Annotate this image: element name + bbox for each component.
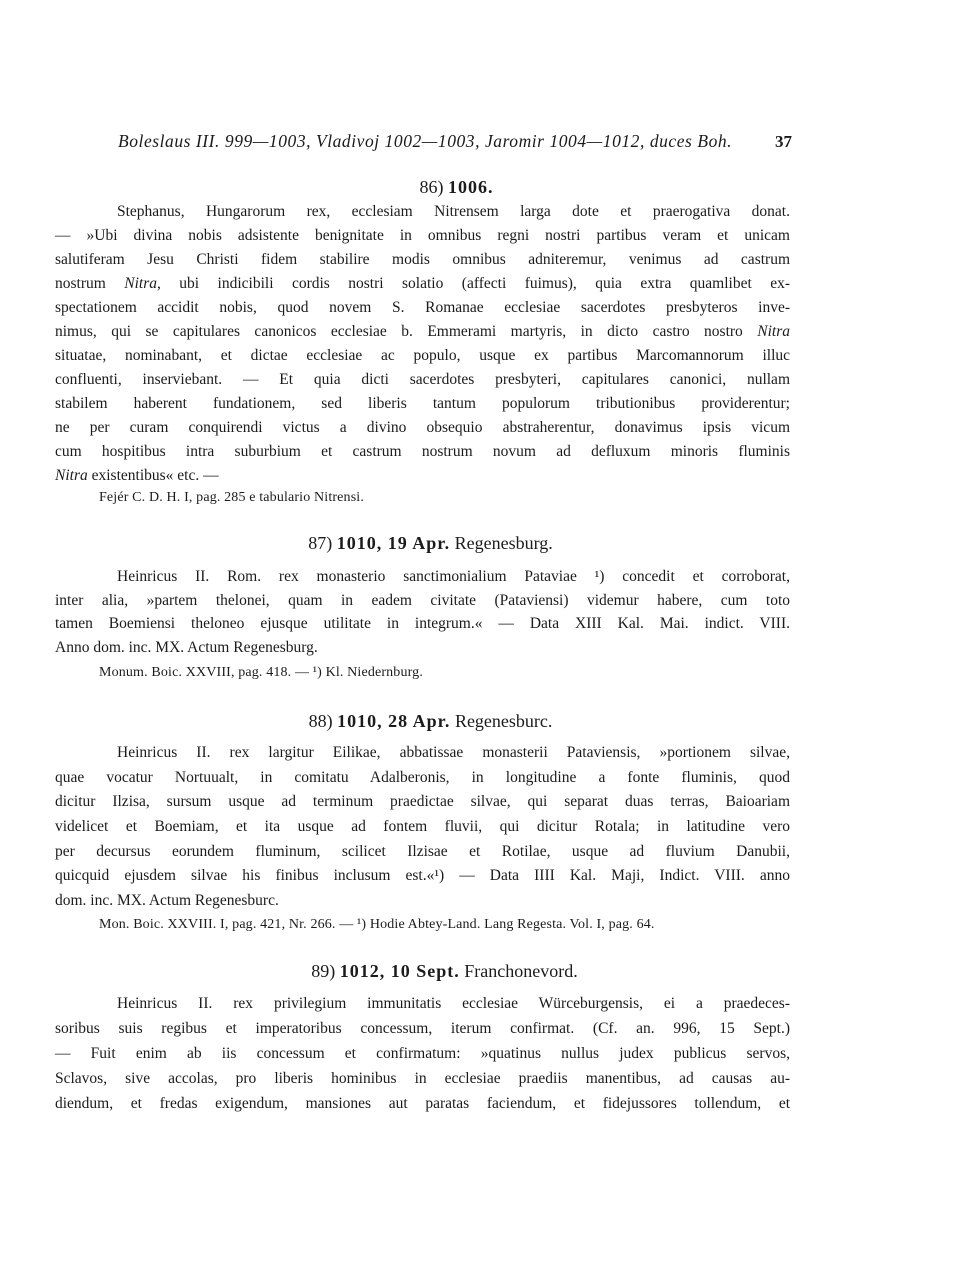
text-segment: nimus, qui se capitulares canonicos ecclesiae b. Emmerami martyris, in dicto castro nostro	[55, 323, 758, 340]
text-line: quicquid ejusdem silvae his finibus inclusum est.«¹) — Data IIII Kal. Maji, Indict. VIII. anno	[55, 867, 790, 885]
running-header-title: Boleslaus III. 999—1003, Vladivoj 1002—1003, Jaromir 1004—1012, duces Boh.	[118, 131, 733, 151]
italic-segment: Nitra	[55, 467, 88, 484]
charter-entry	[55, 709, 790, 935]
italic-segment: Nitra	[757, 323, 790, 340]
entry-number: 86)	[419, 177, 444, 197]
source-citation: Fejér C. D. H. I, pag. 285 e tabulario Nitrensi.	[99, 490, 364, 505]
text-line: — »Ubi divina nobis adsistente benignitate in omnibus regni nostri partibus veram et unicam	[55, 227, 790, 244]
text-line: dicitur Ilzisa, sursum usque ad terminum praedictae silvae, qui separat duas terras, Baioariam	[55, 793, 790, 811]
text-line: salutiferam Jesu Christi fidem stabilire modis omnibus adniteremur, venimus ad castrum	[55, 251, 790, 268]
entry-number: 89)	[311, 960, 336, 981]
text-line: stabilem haberent fundationem, sed liberis tantum populorum tributionibus providerentur;	[55, 395, 790, 412]
text-line: diendum, et fredas exigendum, mansiones aut paratas faciendum, et fidejussores tollendum, et	[55, 1094, 790, 1112]
text-segment: existentibus« etc. —	[87, 467, 219, 484]
charter-entry	[55, 959, 790, 1116]
text-line: Sclavos, sive accolas, pro liberis hominibus in ecclesiae praediis manentibus, ad causas au-	[55, 1069, 790, 1087]
text-line: Heinricus II. rex largitur Eilikae, abbatissae monasterii Pataviensis, »portionem silvae,	[117, 743, 790, 761]
charter-entry	[55, 531, 790, 683]
charter-entry	[55, 175, 790, 508]
source-citation: Monum. Boic. XXVIII, pag. 418. — ¹) Kl. Niedernburg.	[99, 664, 423, 680]
text-segment: , ubi indicibili cordis nostri solatio (affecti fuimus), quia extra quamlibet ex-	[156, 275, 790, 292]
entry-place: Regenesburg.	[454, 533, 553, 553]
entry-date: 1010, 19 Apr.	[336, 533, 451, 553]
entry-place: Regenesburc.	[454, 710, 553, 731]
text-line: situatae, nominabant, et dictae ecclesiae ac populo, usque ex partibus Marcomannorum illuc	[55, 347, 790, 364]
entry-heading	[55, 175, 790, 199]
text-line: spectationem accidit nobis, quod novem S. Romanae ecclesiae sacerdotes presbyteros inve-	[55, 299, 790, 316]
entry-body	[55, 741, 790, 914]
text-line: Anno dom. inc. MX. Actum Regenesburg.	[55, 639, 318, 657]
page-number: 37	[775, 132, 792, 151]
text-line	[55, 464, 790, 488]
text-line: tamen Boemiensi theloneo ejusque utilitate in integrum.« — Data XIII Kal. Mai. indict. VIII.	[55, 615, 790, 633]
text-line: confluenti, inserviebant. — Et quia dicti sacerdotes presbyteri, capitulares canonici, nullam	[55, 371, 790, 388]
entry-heading	[55, 531, 790, 555]
text-line: videlicet et Boemiam, et ita usque ad fontem fluvii, qui dicitur Rotala; in latitudine vero	[55, 817, 790, 835]
text-line: soribus suis regibus et imperatoribus concessum, iterum confirmat. (Cf. an. 996, 15 Sept.)	[55, 1019, 790, 1037]
text-line: inter alia, »partem thelonei, quam in eadem civitate (Pataviensi) videmur habere, cum toto	[55, 591, 790, 609]
text-line: per decursus eorundem fluminum, scilicet Ilzisae et Rotilae, usque ad fluvium Danubii,	[55, 842, 790, 860]
text-line: Heinricus II. Rom. rex monasterio sanctimonialium Pataviae ¹) concedit et corroborat,	[117, 568, 790, 585]
charter-entries	[55, 175, 790, 1116]
entry-heading	[55, 709, 790, 733]
running-header	[118, 131, 792, 152]
text-line	[55, 272, 790, 296]
text-line: Stephanus, Hungarorum rex, ecclesiam Nitrensem larga dote et praerogativa donat.	[117, 203, 790, 220]
text-line: — Fuit enim ab iis concessum et confirmatum: »quatinus nullus judex publicus servos,	[55, 1044, 790, 1062]
entry-date: 1010, 28 Apr.	[337, 710, 451, 731]
entry-body	[55, 565, 790, 660]
entry-body	[55, 991, 790, 1116]
entry-heading	[55, 959, 790, 983]
entry-number: 88)	[308, 710, 333, 731]
entry-date: 1006.	[448, 177, 494, 197]
entry-date: 1012, 10 Sept.	[339, 960, 460, 981]
text-line: dom. inc. MX. Actum Regenesburc.	[55, 892, 279, 910]
text-line: ne per curam conquirendi victus a divino obsequio abstraherentur, donavimus ipsis vicum	[55, 419, 790, 436]
text-line: cum hospitibus intra suburbium et castrum nostrum novum ad defluxum minoris fluminis	[55, 443, 790, 460]
source-citation: Mon. Boic. XXVIII. I, pag. 421, Nr. 266. — ¹) Hodie Abtey-Land. Lang Regesta. Vol. I, pag. 64.	[99, 916, 655, 932]
entry-body	[55, 200, 790, 488]
text-line	[55, 320, 790, 344]
text-line: Heinricus II. rex privilegium immunitatis ecclesiae Würceburgensis, ei a praedeces-	[117, 994, 790, 1012]
text-segment: nostrum	[55, 275, 125, 292]
entry-number: 87)	[308, 533, 333, 553]
text-line: quae vocatur Nortuualt, in comitatu Adalberonis, in longitudine a fonte fluminis, quod	[55, 768, 790, 786]
italic-segment: Nitra	[124, 275, 157, 292]
entry-place: Franchonevord.	[464, 960, 578, 981]
